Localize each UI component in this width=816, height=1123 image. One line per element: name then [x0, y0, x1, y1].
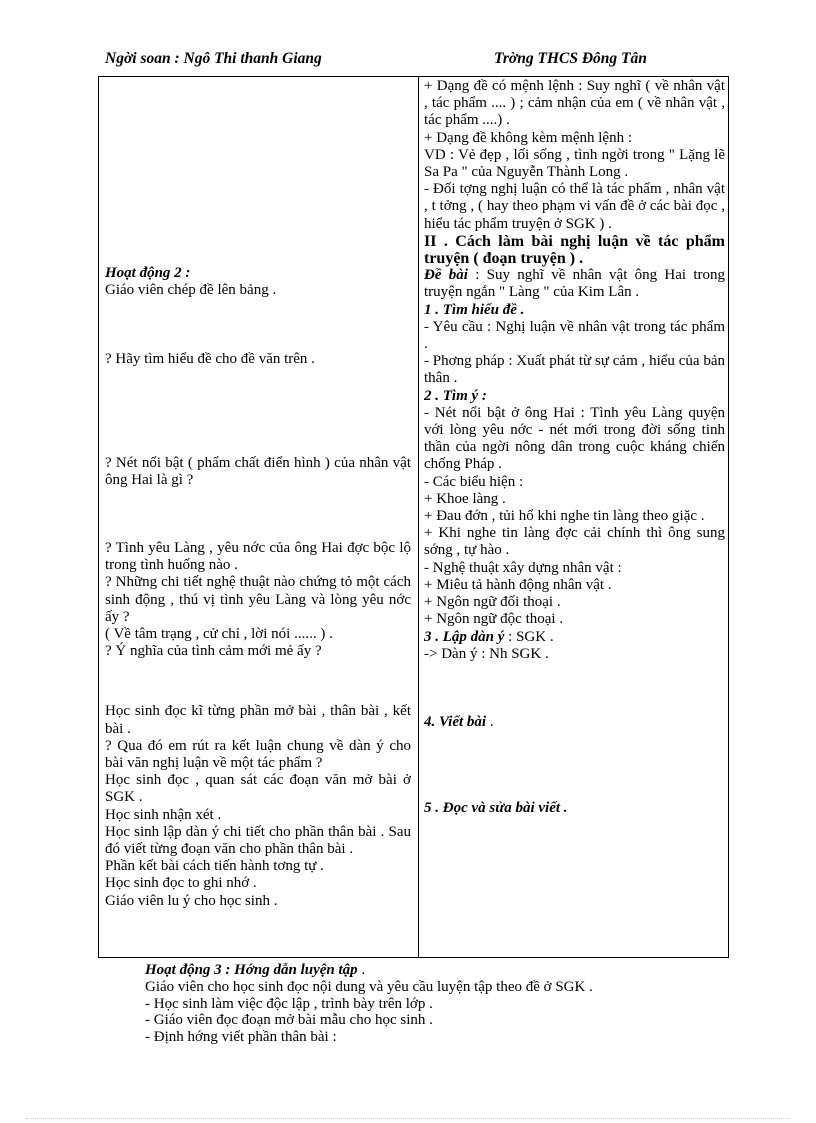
teacher-activity-column	[105, 78, 411, 910]
right-line: - Đối tợng nghị luận có thể là tác phẩm , nhân vật , t tởng , ( hay theo phạm vi vấn đề ở các bài đọc , hiểu tác phẩm truyện ở SGK ) .	[424, 181, 725, 232]
step-1-heading: 1 . Tìm hiểu đề .	[424, 301, 525, 318]
lesson-table	[98, 76, 729, 958]
left-line: Học sinh lập dàn ý chi tiết cho phần thân bài . Sau đó viết từng đoạn văn cho phần thân bài .	[105, 823, 411, 858]
right-line: - Phơng pháp : Xuất phát từ sự cảm , hiểu của bản thân .	[424, 353, 725, 387]
step-4-text: .	[486, 713, 494, 730]
question-4: ? Những chi tiết nghệ thuật nào chứng tỏ một cách sinh động , thú vị tình yêu Làng và lòng yêu nớc ấy ?	[105, 574, 411, 625]
page-bottom-rule	[26, 1118, 790, 1119]
content-column	[424, 78, 725, 817]
right-line: + Ngôn ngữ đối thoại .	[424, 594, 561, 611]
left-line: Giáo viên lu ý cho học sinh .	[105, 892, 278, 909]
below-line: - Học sinh làm việc độc lập , trình bày trên lớp .	[145, 995, 433, 1012]
section-2-heading: II . Cách làm bài nghị luận về tác phẩm truyện ( đoạn truyện ) .	[424, 232, 725, 268]
de-bai	[424, 267, 725, 301]
left-line: Học sinh đọc to ghi nhớ .	[105, 875, 257, 892]
left-line: Giáo viên chép đề lên bảng .	[105, 282, 277, 299]
activity-3-title: Hoạt động 3 : Hớng dẫn luyện tập	[145, 962, 358, 978]
left-line: ? Qua đó em rút ra kết luận chung về dàn ý cho bài văn nghị luận về một tác phẩm ?	[105, 737, 411, 772]
left-line: Phần kết bài cách tiến hành tơng tự .	[105, 858, 324, 875]
question-4-note: ( Về tâm trạng , cử chỉ , lời nói ...... ) .	[105, 626, 333, 643]
right-line: - Các biểu hiện :	[424, 473, 524, 490]
step-4-heading: 4. Viết bài	[424, 713, 487, 730]
page-header	[0, 50, 816, 72]
right-line: + Đau đớn , tủi hổ khi nghe tin làng theo giặc .	[424, 508, 705, 525]
step-2-heading: 2 . Tìm ý :	[424, 387, 487, 404]
school-label: Trờng THCS Đông Tân	[494, 50, 647, 67]
right-line: - Nét nổi bật ở ông Hai : Tình yêu Làng quyện với lòng yêu nớc - nét mới trong đời sống tinh thần của ngời nông dân trong cuộc kháng chiến chống Pháp .	[424, 404, 725, 473]
step-3-heading: 3 . Lập dàn ý	[424, 628, 505, 645]
below-line: - Giáo viên đọc đoạn mở bài mẫu cho học sinh .	[145, 1012, 433, 1029]
activity-2-title: Hoạt động 2 :	[105, 265, 191, 281]
left-line: Học sinh nhận xét .	[105, 806, 222, 823]
right-line: + Ngôn ngữ độc thoại .	[424, 611, 564, 628]
right-line: + Khoe làng .	[424, 490, 506, 507]
question-1: ? Hãy tìm hiểu đề cho đề văn trên .	[105, 351, 315, 368]
question-2: ? Nét nổi bật ( phẩm chất điển hình ) của nhân vật ông Hai là gì ?	[105, 454, 411, 488]
step-3	[424, 629, 725, 646]
activity-3-section	[0, 962, 816, 1046]
right-line: -> Dàn ý : Nh SGK .	[424, 645, 549, 662]
below-line: Giáo viên cho học sinh đọc nội dung và yêu cầu luyện tập theo đề ở SGK .	[145, 978, 593, 995]
activity-3-title-line	[0, 962, 816, 979]
right-line: - Yêu cầu : Nghị luận về nhân vật trong tác phẩm .	[424, 318, 725, 353]
right-line: + Dạng đề có mệnh lệnh : Suy nghĩ ( về nhân vật , tác phẩm .... ) ; cảm nhận của em ( về nhân vật , tác phẩm ....) .	[424, 78, 725, 129]
step-4	[424, 714, 725, 731]
step-5-heading: 5 . Đọc và sửa bài viết .	[424, 800, 568, 817]
left-line: Học sinh đọc , quan sát các đoạn văn mở bài ở SGK .	[105, 772, 411, 806]
author-label: Ngời soan : Ngô Thi thanh Giang	[105, 50, 322, 67]
question-3: ? Tình yêu Làng , yêu nớc của ông Hai đợc bộc lộ trong tình huống nào .	[105, 540, 411, 574]
right-line: + Miêu tả hành động nhân vật .	[424, 576, 612, 593]
left-line: Học sinh đọc kĩ từng phần mở bài , thân bài , kết bài .	[105, 703, 411, 737]
question-5: ? Ý nghĩa của tình cảm mới mẻ ấy ?	[105, 643, 322, 660]
below-line: - Định hớng viết phần thân bài :	[145, 1029, 337, 1046]
de-bai-label: Đề bài	[424, 267, 468, 284]
column-divider	[418, 77, 419, 957]
right-line: - Nghệ thuật xây dựng nhân vật :	[424, 559, 622, 576]
de-bai-text: : Suy nghĩ về nhân vật ông Hai trong truyện ngắn " Làng " của Kim Lân .	[424, 267, 725, 301]
right-line: + Khi nghe tin làng đợc cải chính thì ông sung sớng , tự hào .	[424, 525, 725, 559]
step-3-text: : SGK .	[504, 628, 554, 645]
right-line: VD : Vẻ đẹp , lối sống , tình ngời trong " Lặng lẽ Sa Pa " của Nguyễn Thành Long .	[424, 146, 725, 181]
activity-3-title-dot: .	[357, 962, 366, 978]
right-line: + Dạng đề không kèm mệnh lệnh :	[424, 129, 633, 146]
